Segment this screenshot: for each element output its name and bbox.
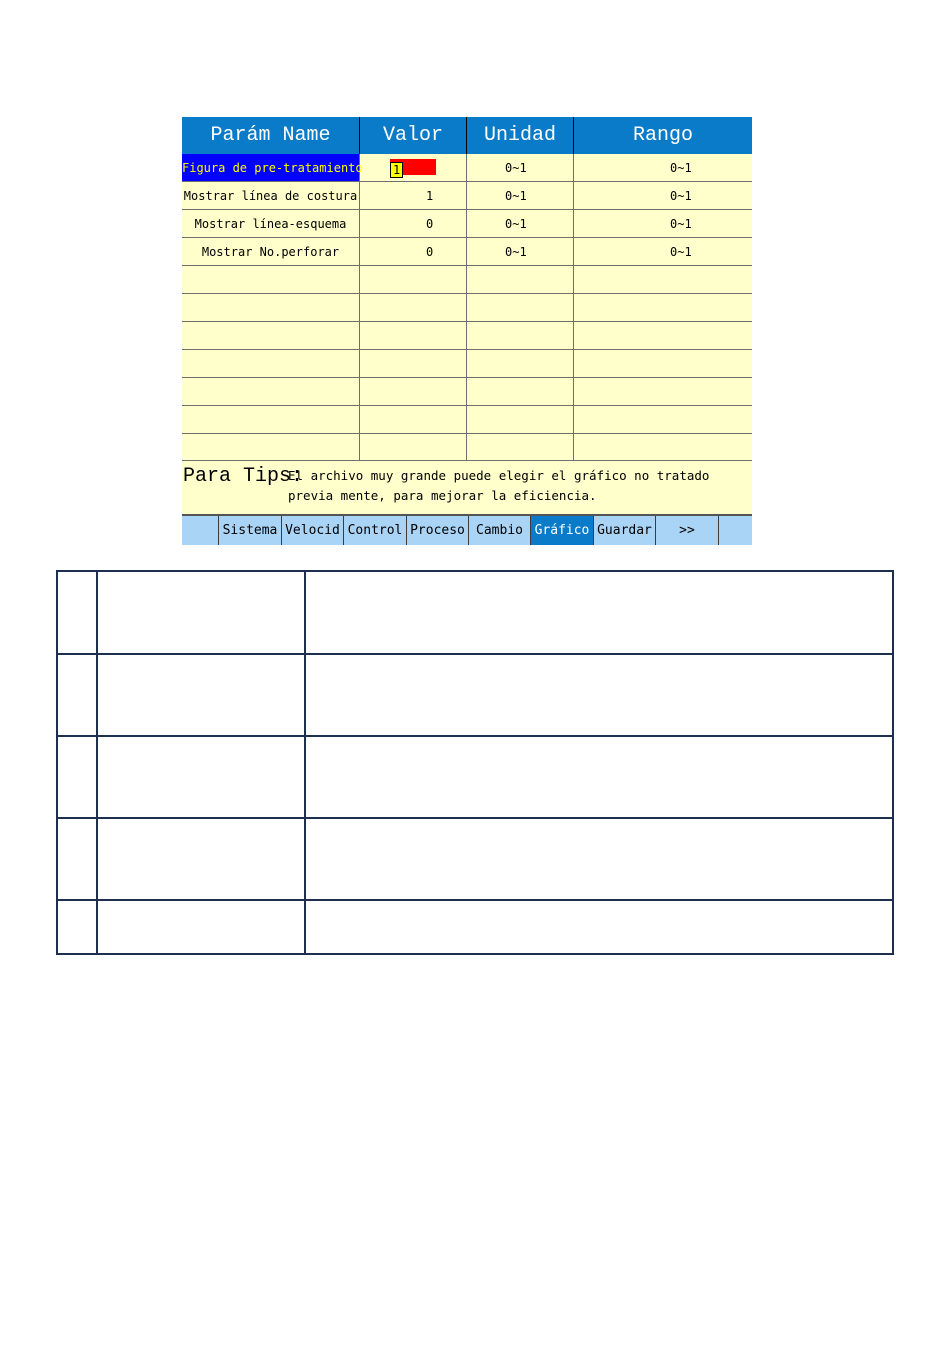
- param-name-cell[interactable]: Mostrar línea de costura: [183, 188, 358, 203]
- tab-proceso[interactable]: Proceso: [406, 516, 468, 545]
- unit-cell: 0~1: [505, 160, 527, 175]
- empty-table-row: [182, 433, 752, 461]
- description-row: [58, 901, 892, 953]
- description-row: [58, 819, 892, 901]
- tab-velocid[interactable]: Velocid: [281, 516, 343, 545]
- range-cell: 0~1: [670, 188, 692, 203]
- bottom-tab-bar: [182, 514, 752, 545]
- param-name-cell[interactable]: Figura de pre-tratamiento: [182, 154, 359, 181]
- param-name-cell[interactable]: Mostrar No.perforar: [201, 244, 340, 259]
- table-row[interactable]: [182, 154, 752, 182]
- tips-label: Para Tips:: [183, 465, 304, 488]
- tab-cambio[interactable]: Cambio: [468, 516, 530, 545]
- header-valor: Valor: [360, 117, 467, 154]
- param-name-cell[interactable]: Mostrar línea-esquema: [194, 216, 347, 231]
- unit-cell: 0~1: [505, 216, 527, 231]
- tips-text: El archivo muy grande puede elegir el gráfico no tratado previa mente, para mejorar la eficiencia.: [288, 468, 710, 503]
- unit-cell: 0~1: [505, 188, 527, 203]
- header-unidad: Unidad: [467, 117, 574, 154]
- tab-control[interactable]: Control: [343, 516, 406, 545]
- range-cell: 0~1: [670, 244, 692, 259]
- description-row: [58, 572, 892, 655]
- range-cell: 0~1: [670, 160, 692, 175]
- empty-table-row: [182, 322, 752, 350]
- tab-sistema[interactable]: Sistema: [218, 516, 281, 545]
- tips-area: [182, 461, 752, 515]
- value-cell[interactable]: 0: [426, 244, 434, 259]
- tab-guardar[interactable]: Guardar: [593, 516, 655, 545]
- tab-grafico[interactable]: Gráfico: [530, 516, 593, 545]
- empty-table-row: [182, 266, 752, 294]
- parameter-panel: [182, 117, 752, 545]
- empty-table-row: [182, 406, 752, 434]
- empty-table-row: [182, 294, 752, 322]
- description-row: [58, 737, 892, 819]
- header-param-name: Parám Name: [182, 117, 360, 154]
- table-row[interactable]: [182, 210, 752, 238]
- empty-table-row: [182, 378, 752, 406]
- value-edit-field[interactable]: [390, 159, 436, 175]
- unit-cell: 0~1: [505, 244, 527, 259]
- empty-table-row: [182, 350, 752, 378]
- value-input[interactable]: 1: [390, 162, 403, 178]
- description-row: [58, 655, 892, 737]
- range-cell: 0~1: [670, 216, 692, 231]
- table-row[interactable]: [182, 182, 752, 210]
- header-rango: Rango: [574, 117, 752, 154]
- table-row[interactable]: [182, 238, 752, 266]
- tab-more[interactable]: >>: [655, 516, 718, 545]
- value-cell[interactable]: 0: [426, 216, 434, 231]
- value-cell[interactable]: 1: [426, 188, 434, 203]
- description-table: [56, 570, 894, 955]
- tab-empty: [718, 516, 752, 545]
